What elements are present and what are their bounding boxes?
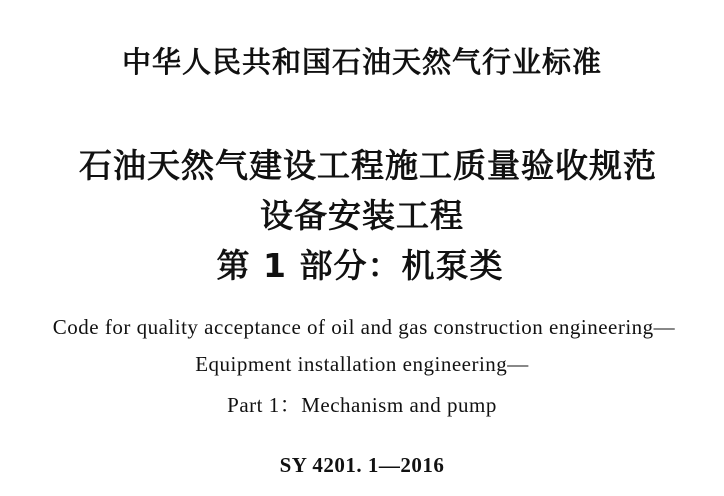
title-chinese-line-3: 第 1 部分：机泵类 bbox=[216, 246, 504, 285]
standard-code: SY 4201. 1—2016 bbox=[279, 453, 445, 477]
title-chinese-line-1: 石油天然气建设工程施工质量验收规范 bbox=[79, 146, 657, 185]
standard-category-header: 中华人民共和国石油天然气行业标准 bbox=[121, 45, 602, 79]
title-english-line-3: Part 1：Mechanism and pump bbox=[227, 393, 497, 417]
title-chinese-line-2: 设备安装工程 bbox=[260, 196, 464, 235]
title-english-line-2: Equipment installation engineering— bbox=[195, 352, 529, 376]
title-english-line-1: Code for quality acceptance of oil and gas construction engineering— bbox=[52, 315, 676, 339]
